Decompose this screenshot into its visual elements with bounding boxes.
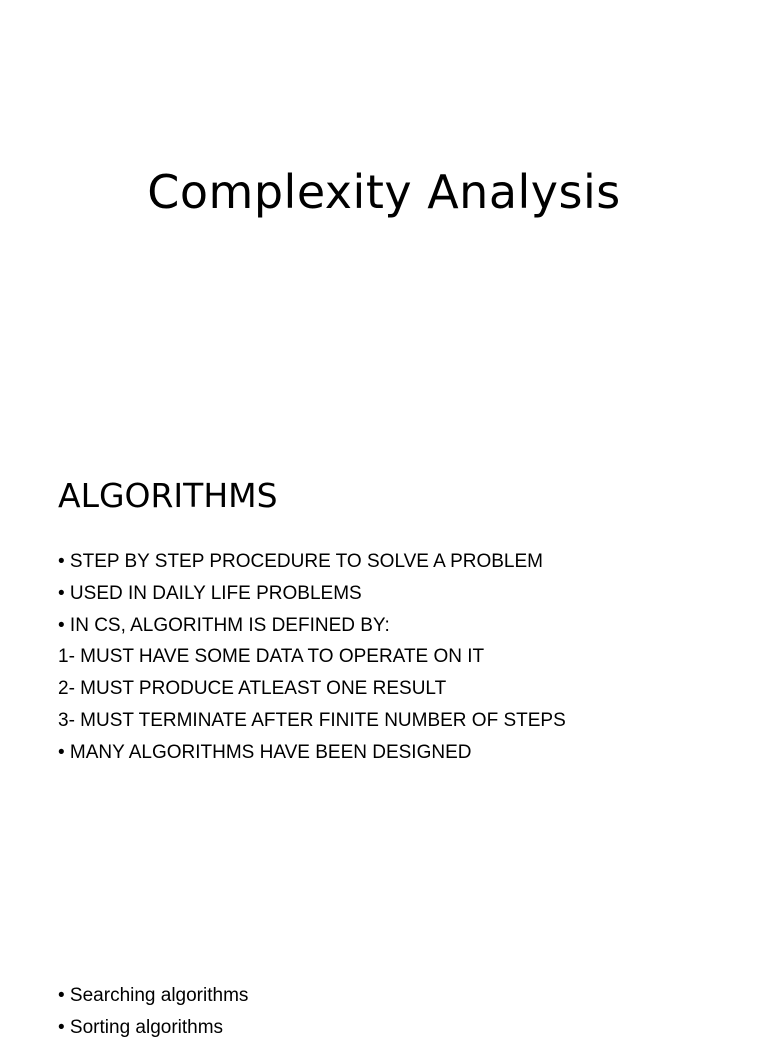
page-title: Complexity Analysis	[147, 165, 621, 219]
list-item: • IN CS, ALGORITHM IS DEFINED BY:	[58, 614, 390, 636]
algorithms-list	[58, 546, 566, 769]
list-item: • Searching algorithms	[58, 985, 249, 1006]
list-item: • USED IN DAILY LIFE PROBLEMS	[58, 582, 362, 604]
list-item: 2- MUST PRODUCE ATLEAST ONE RESULT	[58, 678, 447, 700]
algorithm-types-list	[58, 980, 248, 1044]
section-heading: ALGORITHMS	[58, 476, 278, 515]
list-item: • Sorting algorithms	[58, 1016, 224, 1038]
list-item: 3- MUST TERMINATE AFTER FINITE NUMBER OF STEPS	[58, 709, 566, 731]
list-item: • MANY ALGORITHMS HAVE BEEN DESIGNED	[58, 741, 472, 763]
list-item: 1- MUST HAVE SOME DATA TO OPERATE ON IT	[58, 646, 485, 668]
list-item: • STEP BY STEP PROCEDURE TO SOLVE A PROBLEM	[58, 551, 543, 572]
